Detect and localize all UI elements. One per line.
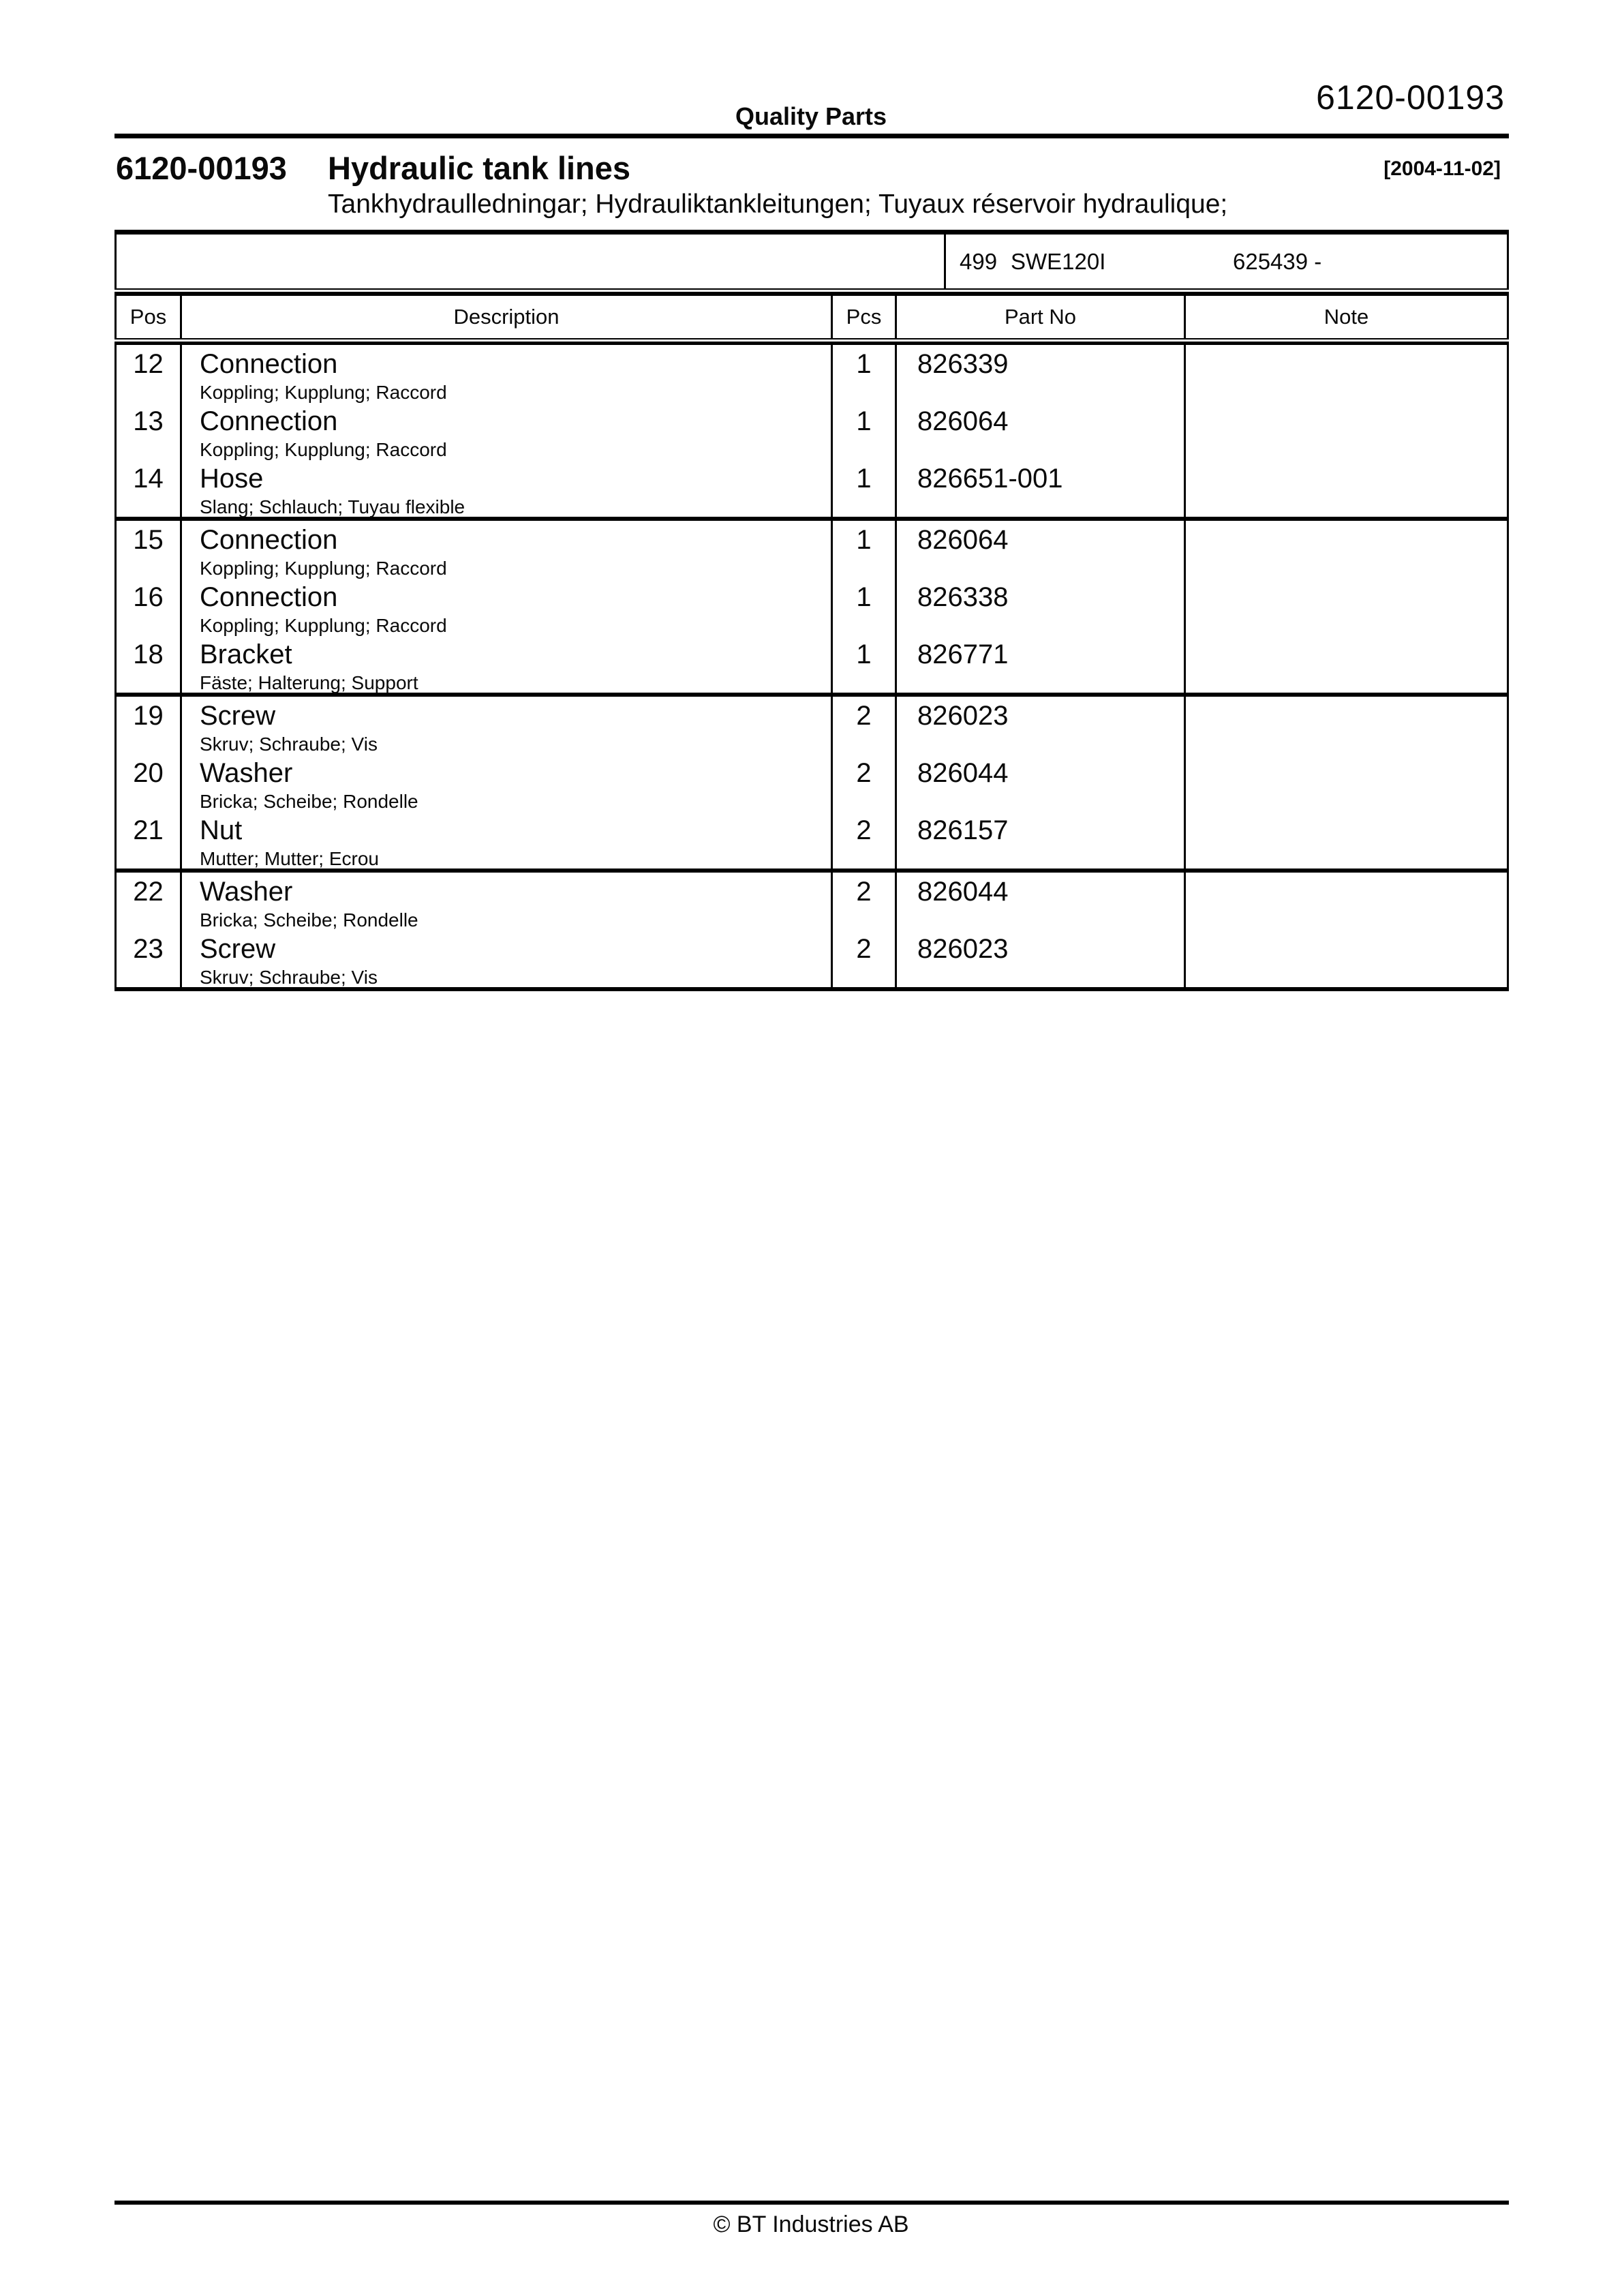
model-info-row	[114, 230, 1509, 290]
column-header-pos: Pos	[117, 296, 182, 338]
description-cell	[182, 754, 833, 811]
pcs-cell	[833, 402, 897, 459]
parts-group	[117, 697, 1507, 873]
pcs-cell	[833, 930, 897, 987]
description-translations: Koppling; Kupplung; Raccord	[200, 439, 447, 460]
copyright: © BT Industries AB	[713, 2211, 909, 2237]
column-header-description: Description	[182, 296, 833, 338]
pos-value: 12	[133, 349, 164, 379]
pos-cell	[117, 578, 182, 635]
title-translations: Tankhydraulledningar; Hydrauliktankleitungen; Tuyaux réservoir hydraulique;	[328, 190, 1228, 219]
pos-cell	[117, 811, 182, 868]
pos-cell	[117, 635, 182, 693]
pos-value: 16	[133, 582, 164, 612]
pcs-value: 2	[856, 758, 872, 788]
description-value: Connection	[200, 582, 338, 612]
note-cell	[1186, 402, 1507, 459]
description-value: Connection	[200, 406, 338, 436]
description-cell	[182, 578, 833, 635]
pos-cell	[117, 697, 182, 754]
description-cell	[182, 635, 833, 693]
description-cell	[182, 811, 833, 868]
model-code: 499	[960, 248, 998, 274]
pos-value: 22	[133, 877, 164, 907]
description-translations: Bricka; Scheibe; Rondelle	[200, 909, 418, 931]
part-no-value: 826044	[917, 758, 1009, 788]
pos-value: 21	[133, 815, 164, 845]
part-no-cell	[897, 930, 1186, 987]
model-name: SWE120I	[1011, 248, 1106, 274]
description-cell	[182, 345, 833, 402]
serial-range: 625439 -	[1233, 248, 1322, 274]
note-cell	[1186, 459, 1507, 517]
pos-value: 14	[133, 464, 164, 494]
table-row	[117, 811, 1507, 868]
table-row	[117, 635, 1507, 693]
description-cell	[182, 697, 833, 754]
part-no-value: 826338	[917, 582, 1009, 612]
note-cell	[1186, 873, 1507, 930]
note-cell	[1186, 811, 1507, 868]
pcs-cell	[833, 521, 897, 578]
part-no-cell	[897, 635, 1186, 693]
brand-header: Quality Parts	[735, 102, 887, 130]
table-row	[117, 578, 1507, 635]
pcs-cell	[833, 635, 897, 693]
table-row	[117, 402, 1507, 459]
pos-value: 23	[133, 934, 164, 964]
pcs-value: 1	[856, 582, 872, 612]
pcs-cell	[833, 697, 897, 754]
pos-value: 15	[133, 525, 164, 555]
description-value: Screw	[200, 934, 276, 964]
pcs-value: 2	[856, 701, 872, 731]
note-cell	[1186, 635, 1507, 693]
column-header-pcs: Pcs	[833, 296, 897, 338]
part-no-value: 826339	[917, 349, 1009, 379]
pcs-value: 1	[856, 406, 872, 436]
note-cell	[1186, 521, 1507, 578]
pos-cell	[117, 754, 182, 811]
description-translations: Fäste; Halterung; Support	[200, 672, 418, 693]
part-no-value: 826651-001	[917, 464, 1063, 494]
part-no-cell	[897, 402, 1186, 459]
description-translations: Koppling; Kupplung; Raccord	[200, 615, 447, 636]
table-row	[117, 697, 1507, 754]
pos-cell	[117, 345, 182, 402]
pcs-cell	[833, 873, 897, 930]
table-row	[117, 754, 1507, 811]
table-row	[117, 873, 1507, 930]
table-row	[117, 930, 1507, 987]
part-no-value: 826044	[917, 877, 1009, 907]
parts-group	[117, 345, 1507, 521]
table-row	[117, 345, 1507, 402]
part-no-value: 826771	[917, 639, 1009, 669]
table-row	[117, 459, 1507, 517]
description-translations: Bricka; Scheibe; Rondelle	[200, 791, 418, 812]
parts-group	[117, 873, 1507, 991]
description-translations: Slang; Schlauch; Tuyau flexible	[200, 496, 465, 517]
pcs-cell	[833, 754, 897, 811]
table-row	[117, 521, 1507, 578]
description-translations: Skruv; Schraube; Vis	[200, 734, 378, 755]
part-no-value: 826064	[917, 525, 1009, 555]
pos-value: 19	[133, 701, 164, 731]
pcs-cell	[833, 345, 897, 402]
note-cell	[1186, 578, 1507, 635]
pos-value: 18	[133, 639, 164, 669]
description-cell	[182, 930, 833, 987]
note-cell	[1186, 930, 1507, 987]
pos-value: 13	[133, 406, 164, 436]
pcs-cell	[833, 459, 897, 517]
pcs-value: 2	[856, 815, 872, 845]
description-translations: Koppling; Kupplung; Raccord	[200, 558, 447, 579]
part-no-cell	[897, 521, 1186, 578]
part-no-cell	[897, 459, 1186, 517]
part-no-cell	[897, 578, 1186, 635]
note-cell	[1186, 697, 1507, 754]
table-body	[114, 342, 1509, 991]
pos-cell	[117, 521, 182, 578]
header-rule	[114, 134, 1509, 138]
pos-cell	[117, 402, 182, 459]
column-header-note: Note	[1323, 305, 1369, 329]
description-cell	[182, 459, 833, 517]
page-title: Hydraulic tank lines	[328, 150, 631, 186]
pcs-value: 1	[856, 525, 872, 555]
description-value: Bracket	[200, 639, 292, 669]
pcs-cell	[833, 578, 897, 635]
pcs-value: 1	[856, 349, 872, 379]
part-no-cell	[897, 697, 1186, 754]
document-number: 6120-00193	[1316, 78, 1505, 117]
description-value: Washer	[200, 877, 293, 907]
parts-table	[114, 230, 1509, 991]
pcs-value: 2	[856, 934, 872, 964]
column-header-row	[114, 292, 1509, 339]
description-translations: Skruv; Schraube; Vis	[200, 967, 378, 988]
pcs-value: 2	[856, 877, 872, 907]
model-info-cell	[946, 235, 1507, 288]
part-no-cell	[897, 811, 1186, 868]
model-info-empty-cell	[117, 235, 946, 288]
footer-rule	[114, 2201, 1509, 2205]
note-cell	[1186, 345, 1507, 402]
description-cell	[182, 521, 833, 578]
part-no-value: 826023	[917, 701, 1009, 731]
pcs-value: 1	[856, 464, 872, 494]
part-no-cell	[897, 345, 1186, 402]
part-no-value: 826064	[917, 406, 1009, 436]
part-no-value: 826023	[917, 934, 1009, 964]
note-cell	[1186, 754, 1507, 811]
description-cell	[182, 402, 833, 459]
pcs-value: 1	[856, 639, 872, 669]
column-header-part-no: Part No	[897, 296, 1186, 338]
parts-group	[117, 521, 1507, 697]
description-value: Connection	[200, 525, 338, 555]
description-value: Washer	[200, 758, 293, 788]
description-cell	[182, 873, 833, 930]
pos-cell	[117, 873, 182, 930]
pos-cell	[117, 459, 182, 517]
description-value: Screw	[200, 701, 276, 731]
pos-value: 20	[133, 758, 164, 788]
part-no-cell	[897, 873, 1186, 930]
part-no-cell	[897, 754, 1186, 811]
description-translations: Mutter; Mutter; Ecrou	[200, 848, 379, 869]
revision-date: [2004-11-02]	[1383, 157, 1501, 180]
section-number: 6120-00193	[116, 150, 287, 186]
pos-cell	[117, 930, 182, 987]
description-value: Connection	[200, 349, 338, 379]
description-value: Nut	[200, 815, 243, 845]
description-translations: Koppling; Kupplung; Raccord	[200, 382, 447, 403]
part-no-value: 826157	[917, 815, 1009, 845]
description-value: Hose	[200, 464, 264, 494]
pcs-cell	[833, 811, 897, 868]
